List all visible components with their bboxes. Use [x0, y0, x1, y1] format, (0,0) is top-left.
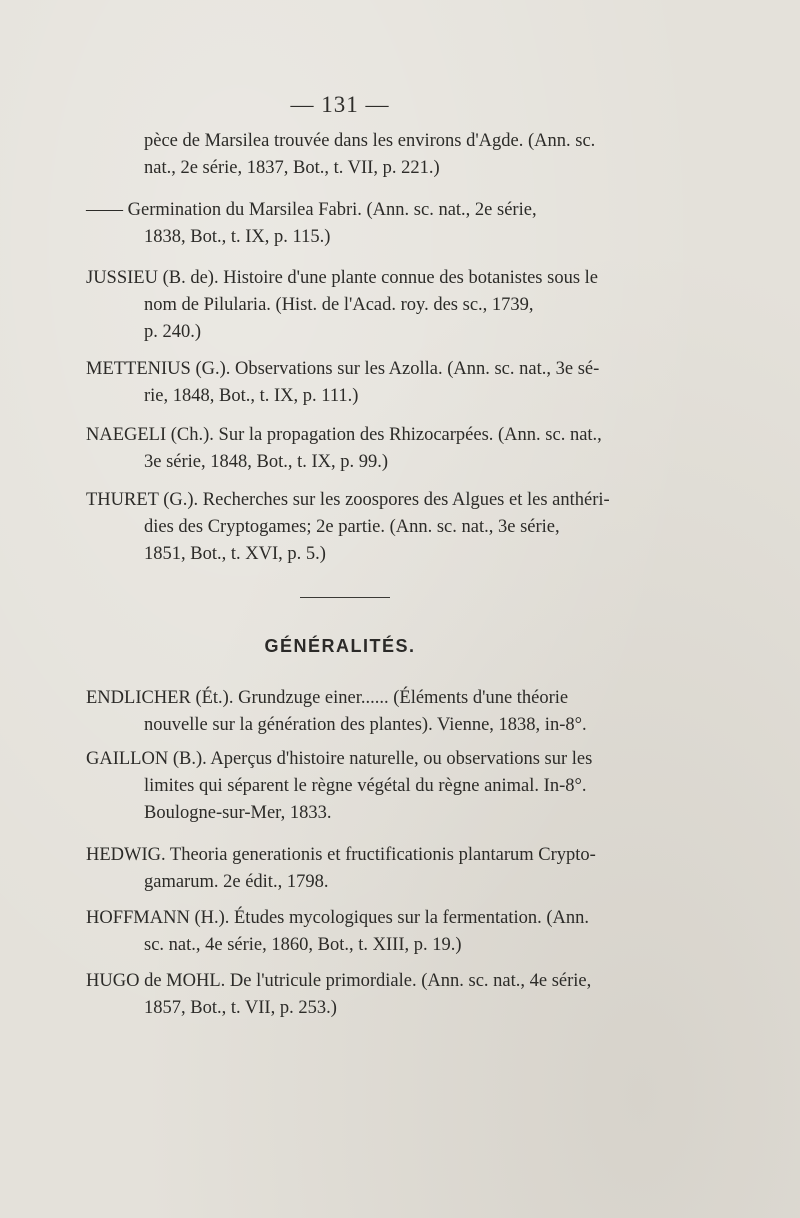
- entry-line: HOFFMANN (H.). Études mycologiques sur la fermentation. (Ann.: [86, 908, 590, 928]
- entry-line: 1851, Bot., t. XVI, p. 5.): [144, 544, 326, 564]
- bibliography-entry: [86, 197, 606, 251]
- entry-line: METTENIUS (G.). Observations sur les Azolla. (Ann. sc. nat., 3e sé-: [86, 359, 600, 379]
- entry-line: Boulogne-sur-Mer, 1833.: [144, 803, 332, 823]
- entry-line: gamarum. 2e édit., 1798.: [144, 872, 329, 892]
- entry-line: JUSSIEU (B. de). Histoire d'une plante connue des botanistes sous le: [86, 268, 599, 288]
- bibliography-entry: [86, 128, 606, 182]
- bibliography-entry: [86, 746, 606, 827]
- entry-line: nouvelle sur la génération des plantes). Vienne, 1838, in-8°.: [144, 715, 587, 735]
- entry-line: HEDWIG. Theoria generationis et fructificationis plantarum Crypto-: [86, 845, 596, 865]
- bibliography-entry: [86, 842, 606, 896]
- section-heading: GÉNÉRALITÉS.: [264, 636, 416, 656]
- bibliography-entry: [86, 422, 606, 476]
- entry-line: —— Germination du Marsilea Fabri. (Ann. sc. nat., 2e série,: [86, 200, 537, 220]
- entry-line: sc. nat., 4e série, 1860, Bot., t. XIII, p. 19.): [144, 935, 462, 955]
- entry-line: THURET (G.). Recherches sur les zoospores des Algues et les anthéri-: [86, 490, 610, 510]
- bibliography-entry: [86, 685, 606, 739]
- entry-line: limites qui séparent le règne végétal du règne animal. In-8°.: [144, 776, 587, 796]
- entry-line: ENDLICHER (Ét.). Grundzuge einer...... (Éléments d'une théorie: [86, 688, 569, 708]
- entry-line: GAILLON (B.). Aperçus d'histoire naturelle, ou observations sur les: [86, 749, 593, 769]
- entry-line: HUGO de MOHL. De l'utricule primordiale. (Ann. sc. nat., 4e série,: [86, 971, 592, 991]
- bibliography-entry: [86, 265, 606, 346]
- entry-line: 3e série, 1848, Bot., t. IX, p. 99.): [144, 452, 389, 472]
- entry-line: 1838, Bot., t. IX, p. 115.): [144, 227, 331, 247]
- bibliography-entry: [86, 356, 606, 410]
- bibliography-entry: [86, 905, 606, 959]
- entry-line: pèce de Marsilea trouvée dans les environs d'Agde. (Ann. sc.: [144, 131, 596, 151]
- section-divider: [300, 597, 390, 598]
- entry-line: rie, 1848, Bot., t. IX, p. 111.): [144, 386, 359, 406]
- entry-line: p. 240.): [144, 322, 202, 342]
- entry-line: dies des Cryptogames; 2e partie. (Ann. sc. nat., 3e série,: [144, 517, 560, 537]
- entry-line: nat., 2e série, 1837, Bot., t. VII, p. 221.): [144, 158, 440, 178]
- page-number: — 131 —: [290, 92, 390, 117]
- entry-line: 1857, Bot., t. VII, p. 253.): [144, 998, 337, 1018]
- bibliography-entry: [86, 487, 610, 568]
- bibliography-entry: [86, 968, 606, 1022]
- entry-line: nom de Pilularia. (Hist. de l'Acad. roy. des sc., 1739,: [144, 295, 534, 315]
- entry-line: NAEGELI (Ch.). Sur la propagation des Rhizocarpées. (Ann. sc. nat.,: [86, 425, 602, 445]
